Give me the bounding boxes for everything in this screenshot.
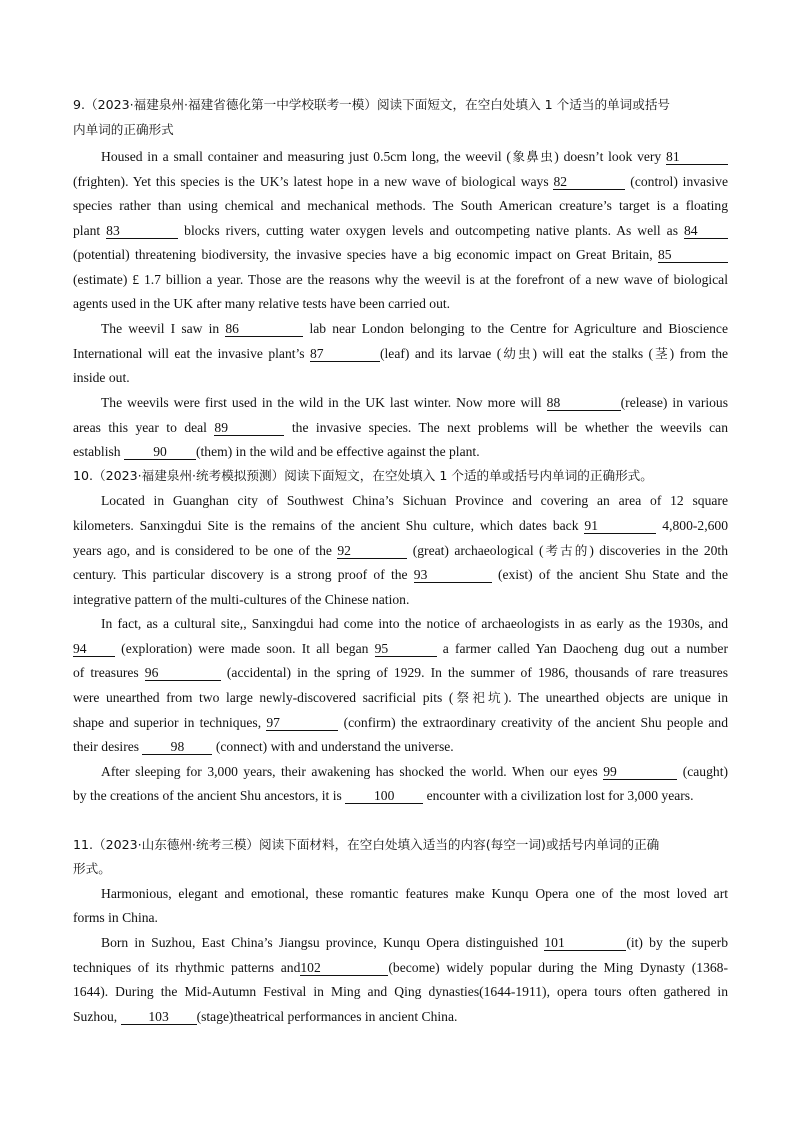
q10-paragraph-2-line-5: shape and superior in techniques, 97 (confirm) the extraordinary creativity of the ancient Shu people and: [73, 715, 728, 730]
q10-paragraph-1-line-4: century. This particular discovery is a strong proof of the 93 (exist) of the ancient Shu State and the: [73, 567, 728, 582]
q9-paragraph-1-line-6: (estimate) £ 1.7 billion a year. Those are the reasons why the weevil is at the forefront of a new wave of biological: [73, 272, 728, 287]
q9-paragraph-1-line-7: agents used in the UK after many relative tests have been carried out.: [73, 296, 451, 311]
blank-94[interactable]: 94: [73, 641, 115, 657]
q9-paragraph-2-line-3: inside out.: [73, 370, 130, 385]
blank-93[interactable]: 93: [414, 567, 492, 583]
blank-88[interactable]: 88: [547, 395, 621, 411]
blank-100[interactable]: 100: [345, 788, 423, 804]
blank-98[interactable]: 98: [142, 739, 212, 755]
q11-paragraph-2-line-3: 1644). During the Mid-Autumn Festival in Ming and Qing dynasties(1644-1911), opera tours often gathered in: [73, 984, 728, 999]
q11-heading-line-1: 11.（2023·山东德州·统考三模）阅读下面材料，在空白处填入适当的内容(每空一词)或括号内单词的正确: [73, 837, 660, 852]
blank-82[interactable]: 82: [553, 174, 625, 190]
blank-103[interactable]: 103: [121, 1009, 197, 1025]
q10-paragraph-2-line-6: their desires 98 (connect) with and understand the universe.: [73, 739, 454, 754]
q9-paragraph-1-line-1: Housed in a small container and measuring just 0.5cm long, the weevil (象鼻虫) doesn’t look very 81: [101, 148, 728, 166]
q10-paragraph-2-line-2: 94 (exploration) were made soon. It all began 95 a farmer called Yan Daocheng dug out a number: [73, 641, 728, 656]
q10-paragraph-3-line-1: After sleeping for 3,000 years, their awakening has shocked the world. When our eyes 99 (caught): [101, 764, 728, 779]
q9-paragraph-1-line-4: plant 83 blocks rivers, cutting water oxygen levels and outcompeting native plants. As well as 84: [73, 222, 728, 240]
q11-paragraph-2-line-4: Suzhou, 103 (stage)theatrical performances in ancient China.: [73, 1009, 458, 1024]
q10-paragraph-1-line-5: integrative pattern of the multi-cultures of the Chinese nation.: [73, 592, 410, 607]
q10-paragraph-1-line-3: years ago, and is considered to be one of the 92 (great) archaeological (考古的) discoveries in the 20th: [73, 543, 728, 558]
blank-96[interactable]: 96: [145, 665, 221, 681]
blank-101[interactable]: 101: [544, 935, 626, 951]
q11-paragraph-2-line-2: techniques of its rhythmic patterns and102 (become) widely popular during the Ming Dynasty (1368-: [73, 960, 728, 975]
q9-paragraph-1-line-3: species rather than using chemical and mechanical methods. The South American creature’s target is a floating: [73, 198, 728, 213]
q9-paragraph-1-line-2: (frighten). Yet this species is the UK’s latest hope in a new wave of biological ways 82 (control) invasive: [73, 174, 728, 189]
q11-paragraph-1-line-1: Harmonious, elegant and emotional, these romantic features make Kunqu Opera one of the most loved art: [101, 886, 728, 901]
q9-heading-line-1: 9.（2023·福建泉州·福建省德化第一中学校联考一模）阅读下面短文，在空白处填入 1 个适当的单词或括号: [73, 97, 671, 112]
blank-90[interactable]: 90: [124, 444, 196, 460]
q10-paragraph-2-line-1: In fact, as a cultural site,, Sanxingdui had come into the notice of archaeologists in as early as the 1930s, and: [101, 616, 728, 631]
q9-heading-line-2: 内单词的正确形式: [73, 122, 174, 137]
q10-paragraph-1-line-1: Located in Guanghan city of Southwest China’s Sichuan Province and covering an area of 12 square: [101, 493, 728, 508]
blank-97[interactable]: 97: [266, 715, 338, 731]
blank-86[interactable]: 86: [225, 321, 303, 337]
q9-paragraph-2-line-2: International will eat the invasive plant’s 87 (leaf) and its larvae (幼虫) will eat the stalks (茎) from the: [73, 346, 729, 361]
q9-paragraph-3-line-3: establish 90 (them) in the wild and be effective against the plant.: [73, 444, 480, 459]
q10-paragraph-1-line-2: kilometers. Sanxingdui Site is the remains of the ancient Shu culture, which dates back 91 4,800-2,600: [73, 518, 728, 533]
q9-paragraph-1-line-5: (potential) threatening biodiversity, the invasive species have a big economic impact on Great Britain, 85: [73, 246, 728, 264]
blank-102[interactable]: 102: [300, 960, 388, 976]
blank-81[interactable]: 81: [666, 149, 728, 165]
blank-85[interactable]: 85: [658, 247, 728, 263]
q11-heading-line-2: 形式。: [73, 861, 111, 876]
q9-paragraph-3-line-2: areas this year to deal 89 the invasive species. The next problems will be whether the weevils can: [73, 420, 729, 435]
q10-heading: 10.（2023·福建泉州·统考模拟预测）阅读下面短文，在空处填入 1 个适的单或括号内单词的正确形式。: [73, 468, 653, 483]
blank-84[interactable]: 84: [684, 223, 728, 239]
blank-99[interactable]: 99: [603, 764, 677, 780]
blank-89[interactable]: 89: [214, 420, 284, 436]
q10-paragraph-3-line-2: by the creations of the ancient Shu ancestors, it is 100 encounter with a civilization lost for 3,000 years.: [73, 788, 694, 803]
q9-paragraph-3-line-1: The weevils were first used in the wild in the UK last winter. Now more will 88 (release) in various: [101, 395, 729, 410]
q11-paragraph-2-line-1: Born in Suzhou, East China’s Jiangsu province, Kunqu Opera distinguished 101 (it) by the superb: [101, 935, 728, 950]
q9-paragraph-2-line-1: The weevil I saw in 86 lab near London belonging to the Centre for Agriculture and Bioscience: [101, 321, 728, 336]
blank-95[interactable]: 95: [375, 641, 437, 657]
q10-paragraph-2-line-4: were unearthed from two large newly-discovered sacrificial pits (祭祀坑). The unearthed objects are unique in: [73, 690, 729, 705]
blank-92[interactable]: 92: [337, 543, 407, 559]
blank-83[interactable]: 83: [106, 223, 178, 239]
blank-91[interactable]: 91: [584, 518, 656, 534]
blank-87[interactable]: 87: [310, 346, 380, 362]
q11-paragraph-1-line-2: forms in China.: [73, 910, 158, 925]
q10-paragraph-2-line-3: of treasures 96 (accidental) in the spring of 1929. In the summer of 1986, thousands of rare treasures: [73, 665, 728, 680]
